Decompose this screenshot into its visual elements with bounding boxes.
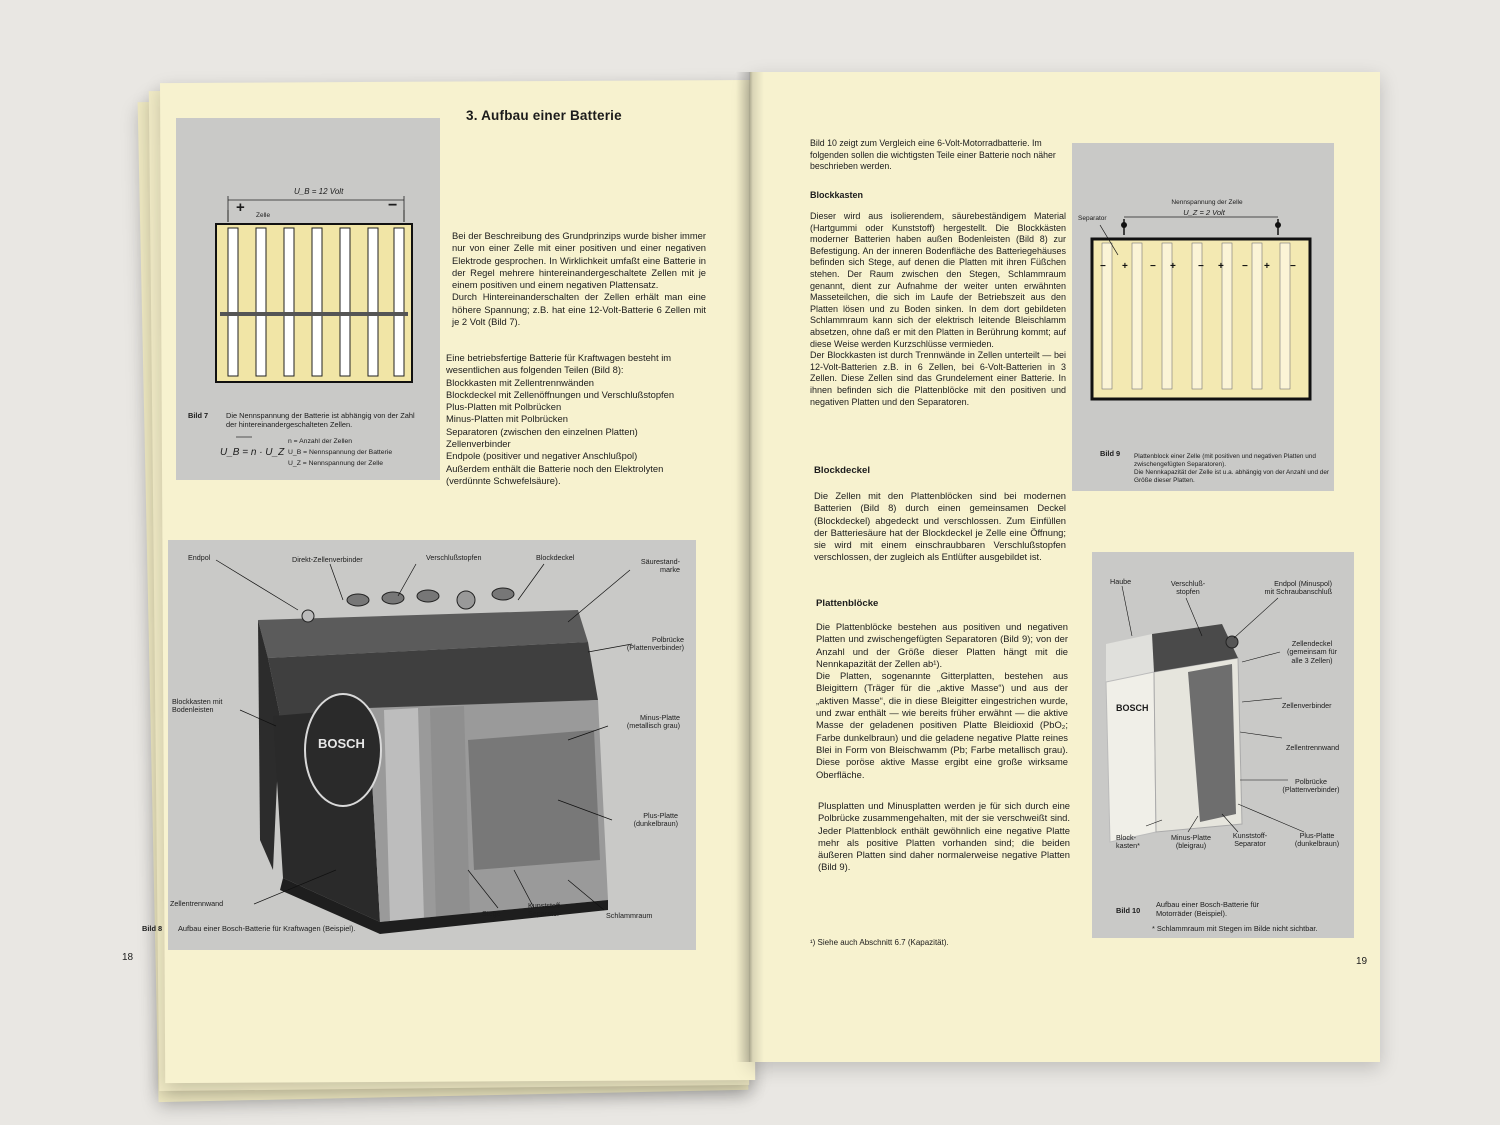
fig8-label-direkt: Direkt-Zellenverbinder bbox=[292, 555, 363, 564]
fig7-legend-1: n = Anzahl der Zellen bbox=[288, 438, 353, 445]
fig10-label-verschluss: Verschluß- stopfen bbox=[1170, 579, 1206, 597]
fig8-label-polbruecke: Polbrücke (Plattenverbinder) bbox=[626, 635, 684, 653]
fig9-voltage-label: U_Z = 2 Volt bbox=[1183, 208, 1225, 217]
paragraph-plattenbloecke: Die Plattenblöcke bestehen aus positiven und negativen Platten und zwischengefügten Separatoren (Bild 9); von der Anzahl und der Größe dieser Platten hängt mit die Nennkapazität der Zellen ab¹). Die Platten, sogenannte Gitterplatten, bestehen aus Bleigittern (Träger für die „aktive Masse“) und aus der „aktiven Masse“, die in diese Bleigitter eingestrichen wurde, und zwar enthält — wie bereits früher erwähnt — die aktive Masse der geladenen positiven Platte Bleidioxid (PbO₂; Farbe dunkelbraun) und die geladene negative Platte reines Blei in Form von Bleischwamm (Pb; Farbe metallisch grau). Diese poröse aktive Masse ergibt eine große wirksame Oberfläche. bbox=[816, 621, 1068, 780]
fig8-label-blockkasten: Blockkasten mit Bodenleisten bbox=[172, 697, 223, 715]
left-paragraph-intro: Bei der Beschreibung des Grundprinzips wurde bisher immer nur von einer Zelle mit einer positiven und einer negativen Elektrode gesprochen. In Wirklichkeit umfaßt eine Batterie in der Regel mehrere hintereinandergeschaltete Zellen mit je einem positiven und einem negativen Plattensatz. Durch Hintereinanderschalten der Zellen erhält man eine höhere Spannung; z.B. hat eine 12-Volt-Batterie 6 Zellen mit je 2 Volt (Bild 7). bbox=[452, 230, 706, 328]
svg-text:+: + bbox=[1264, 261, 1270, 272]
figure-8 bbox=[142, 540, 696, 950]
fig8-label-plus: Plus-Platte (dunkelbraun) bbox=[633, 811, 678, 829]
fig8-label-stege: Stege bbox=[482, 909, 501, 918]
fig10-brand: BOSCH bbox=[1116, 703, 1149, 713]
fig8-label-saeure: Säurestand- marke bbox=[640, 557, 680, 575]
svg-text:+: + bbox=[1218, 261, 1224, 272]
svg-text:−: − bbox=[1150, 261, 1156, 272]
fig7-voltage-label: U_B = 12 Volt bbox=[294, 187, 344, 196]
fig10-caption: Aufbau einer Bosch-Batterie für Motorräder (Beispiel). bbox=[1156, 900, 1260, 918]
right-intro: Bild 10 zeigt zum Vergleich eine 6-Volt-Motorradbatterie. Im folgenden sollen die wichtigsten Teile einer Batterie noch näher beschrieben werden. bbox=[810, 138, 1056, 171]
fig10-label-minus: Minus-Platte (bleigrau) bbox=[1171, 833, 1211, 851]
heading-plattenbloecke: Plattenblöcke bbox=[816, 598, 879, 609]
fig8-label-schlamm: Schlammraum bbox=[606, 911, 653, 920]
svg-text:−: − bbox=[1198, 261, 1204, 272]
figure-8-battery-cutaway bbox=[168, 540, 696, 950]
fig10-label-plus: Plus-Platte (dunkelbraun) bbox=[1294, 831, 1340, 849]
fig10-label-trennwand: Zellentrennwand bbox=[1286, 743, 1340, 752]
fig8-brand: BOSCH bbox=[318, 736, 365, 751]
fig8-label-verschluss: Verschlußstopfen bbox=[426, 553, 482, 562]
fig10-label-endpol: Endpol (Minuspol) mit Schraubanschluß bbox=[1264, 579, 1332, 597]
svg-text:+: + bbox=[1170, 261, 1176, 272]
figure-7 bbox=[176, 118, 440, 480]
heading-blockdeckel: Blockdeckel bbox=[814, 465, 870, 476]
fig8-label-blockdeckel: Blockdeckel bbox=[536, 553, 575, 562]
fig9-caption-number: Bild 9 bbox=[1100, 449, 1121, 458]
fig8-caption: Aufbau einer Bosch-Batterie für Kraftwagen (Beispiel). bbox=[178, 924, 356, 933]
fig9-separator-label: Separator bbox=[1078, 215, 1107, 222]
fig7-formula: U_B = n · U_Z bbox=[220, 447, 285, 458]
figure-10 bbox=[1092, 552, 1354, 938]
fig10-label-haube: Haube bbox=[1110, 577, 1132, 586]
page-title: 3. Aufbau einer Batterie bbox=[466, 108, 622, 123]
paragraph-blockdeckel: Die Zellen mit den Plattenblöcken sind bei modernen Batterien (Bild 8) durch einen gemeinsamen Deckel (Blockdeckel) abgedeckt und verschlossen. Zum Einfüllen der Batteriesäure hat der Blockdeckel je Zelle eine Öffnung; sie wird mit einem einschraubbaren Verschlußstopfen verschlossen, der zugleich als Entlüfter ausgebildet ist. bbox=[814, 490, 1066, 563]
figure-9-plate-block bbox=[1072, 143, 1334, 491]
fig7-caption-number: Bild 7 bbox=[188, 411, 209, 420]
footnote: ¹) Siehe auch Abschnitt 6.7 (Kapazität). bbox=[810, 938, 949, 947]
book-spine bbox=[736, 72, 764, 1062]
fig8-caption-number: Bild 8 bbox=[142, 924, 163, 933]
page-number-left: 18 bbox=[122, 952, 134, 963]
fig10-note: * Schlammraum mit Stegen im Bilde nicht sichtbar. bbox=[1152, 924, 1318, 933]
fig7-caption: Die Nennspannung der Batterie ist abhängig von der Zahl der hintereinandergeschalteten Zellen. bbox=[226, 411, 415, 429]
fig7-minus-sign: − bbox=[388, 197, 398, 214]
fig7-cell-label: Zelle bbox=[256, 212, 271, 219]
paragraph-blockkasten: Dieser wird aus isolierendem, säurebeständigem Material (Hartgummi oder Kunststoff) hergestellt. Die Blockkästen moderner Batterien haben außen Bodenleisten (Bild 8) zur Befestigung. An der inneren Bodenfläche des Batteriegehäuses befinden sich Stege, auf denen die Platten mit ihren Füßchen stehen. Der Raum zwischen den Stegen, Schlammraum genannt, dient zur Aufnahme der weiter unten erwähnten Masseteilchen, die sich im Laufe der Betriebszeit aus den Platten lösen und zu Boden sinken. In dem dort gebildeten Schlammraum kann sich der elektrisch leitende Bleischlamm absetzen, ohne daß er mit den Platten in Berührung kommt; auf diese Weise werden Kurzschlüsse vermieden. Der Blockkasten ist durch Trennwände in Zellen unterteilt — bei 12-Volt-Batterien z.B. in 6 Zellen, bei 6-Volt-Batterien in 3 Zellen. Diese Zellen sind das Grundelement einer Batterie. In ihnen befinden sich die Plattenblöcke mit den positiven und negativen Platten und den Separatoren. bbox=[810, 211, 1066, 407]
fig9-top-label: Nennspannung der Zelle bbox=[1171, 199, 1243, 206]
fig8-label-separator: Kunststoff- Separator bbox=[528, 901, 563, 919]
figure-9 bbox=[1072, 143, 1334, 491]
fig7-legend-2: U_B = Nennspannung der Batterie bbox=[288, 449, 393, 456]
svg-text:−: − bbox=[1100, 261, 1106, 272]
fig10-label-polbruecke: Polbrücke (Plattenverbinder) bbox=[1282, 777, 1340, 795]
svg-text:+: + bbox=[1122, 261, 1128, 272]
fig10-label-separator: Kunststoff- Separator bbox=[1232, 831, 1268, 849]
fig9-caption: Plattenblock einer Zelle (mit positiven und negativen Platten und zwischengefügten Separatoren). Die Nennkapazität der Zelle ist u.a. abhängig von der Anzahl und der Größe dieser Platten. bbox=[1134, 453, 1330, 484]
svg-text:−: − bbox=[1290, 261, 1296, 272]
fig10-label-zellendeckel: Zellendeckel (gemeinsam für alle 3 Zellen) bbox=[1287, 639, 1337, 665]
fig8-label-trennwand: Zellentrennwand bbox=[170, 899, 224, 908]
fig8-label-endpol: Endpol bbox=[188, 553, 211, 562]
heading-blockkasten: Blockkasten bbox=[810, 190, 864, 200]
svg-text:−: − bbox=[1242, 261, 1248, 272]
page-number-right: 19 bbox=[1356, 956, 1368, 967]
left-paragraph-parts: Eine betriebsfertige Batterie für Kraftwagen besteht im wesentlichen aus folgenden Teilen (Bild 8): Blockkasten mit Zellentrennwänden Blockdeckel mit Zellenöffnungen und Verschlußstopfen Plus-Platten mit Polbrücken Minus-Platten mit Polbrücken Separatoren (zwischen den einzelnen Platten) Zellenverbinder Endpole (positiver und negativer Anschlußpol) Außerdem enthält die Batterie noch den Elektrolyten (verdünnte Schwefelsäure). bbox=[446, 352, 675, 486]
fig10-label-zellenverbinder: Zellenverbinder bbox=[1282, 701, 1332, 710]
paragraph-plus-minus: Plusplatten und Minusplatten werden je für sich durch eine Polbrücke zusammengehalten, mit der sie verschweißt sind. Jeder Plattenblock enthält gewöhnlich eine negative Platte mehr als positive Platten vorhanden sind; die beiden äußeren Platten sind daher normalerweise negative Platten (Bild 9). bbox=[818, 800, 1070, 873]
fig10-label-blockkasten: Block- kasten* bbox=[1116, 833, 1140, 851]
fig7-plus-sign: + bbox=[236, 199, 245, 216]
fig8-label-minus: Minus-Platte (metallisch grau) bbox=[626, 713, 680, 731]
fig10-caption-number: Bild 10 bbox=[1116, 906, 1141, 915]
fig7-legend-3: U_Z = Nennspannung der Zelle bbox=[288, 460, 384, 467]
